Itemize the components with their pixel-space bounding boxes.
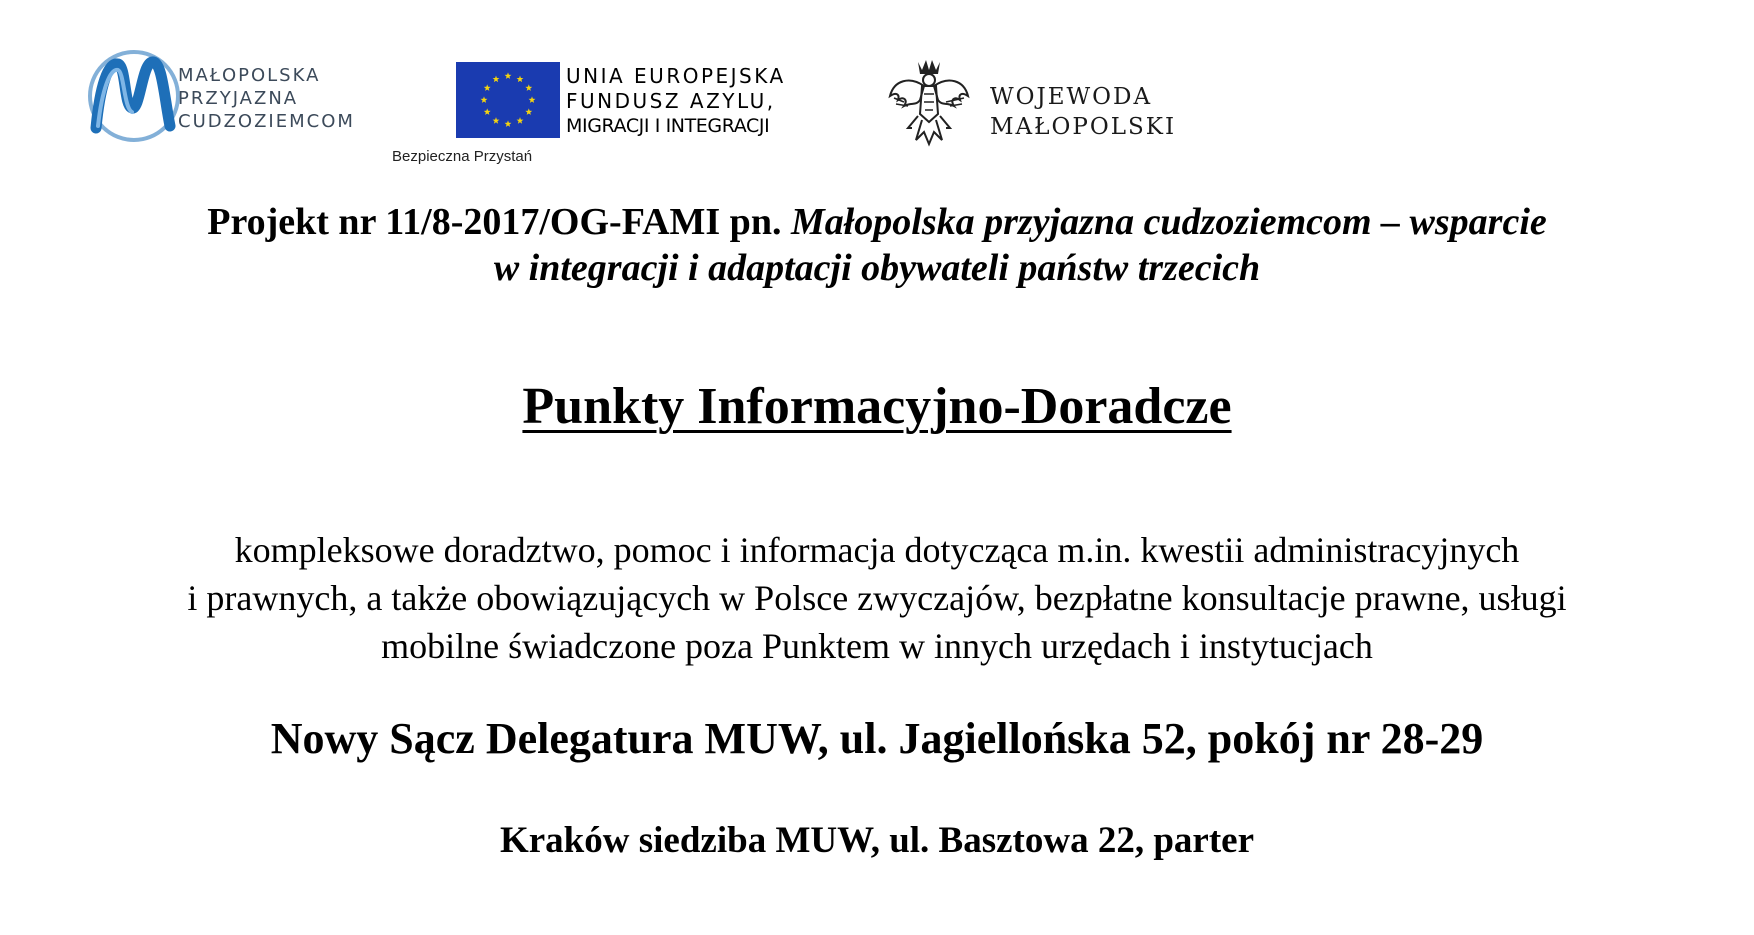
description-line: i prawnych, a także obowiązujących w Polsce zwyczajów, bezpłatne konsultacje prawne, usługi bbox=[187, 578, 1567, 618]
wojewoda-logo-line: WOJEWODA bbox=[990, 84, 1153, 110]
eu-fund-logo-line: UNIA EUROPEJSKA bbox=[566, 64, 786, 88]
eu-fund-logo bbox=[392, 62, 796, 172]
malopolska-logo bbox=[86, 46, 386, 151]
project-name-line2: w integracji i adaptacji obywateli państw trzecich bbox=[493, 247, 1261, 289]
wojewoda-logo-line: MAŁOPOLSKI bbox=[990, 114, 1177, 140]
logo-row bbox=[0, 0, 1754, 180]
project-number: Projekt nr 11/8-2017/OG-FAMI pn. bbox=[207, 201, 791, 243]
description bbox=[0, 526, 1754, 670]
polish-eagle-icon bbox=[886, 56, 972, 150]
eu-fund-logo-line: FUNDUSZ AZYLU, bbox=[566, 89, 776, 113]
page-heading-text: Punkty Informacyjno-Doradcze bbox=[522, 378, 1232, 435]
eu-flag-icon bbox=[456, 62, 560, 138]
description-line: mobilne świadczone poza Punktem w innych urzędach i instytucjach bbox=[381, 626, 1373, 666]
project-name-line1: Małopolska przyjazna cudzoziemcom – wsparcie bbox=[790, 201, 1547, 243]
malopolska-logo-line: PRZYJAZNA bbox=[178, 88, 299, 109]
eu-fund-caption: Bezpieczna Przystań bbox=[392, 148, 533, 165]
malopolska-logo-line: MAŁOPOLSKA bbox=[178, 65, 321, 86]
blue-m-swirl-icon bbox=[86, 46, 182, 146]
wojewoda-logo bbox=[886, 56, 1186, 156]
project-title bbox=[0, 199, 1754, 291]
eu-fund-logo-line: MIGRACJI I INTEGRACJI bbox=[566, 115, 770, 137]
page-heading bbox=[0, 376, 1754, 438]
malopolska-logo-line: CUDZOZIEMCOM bbox=[178, 111, 355, 132]
address-krakow: Kraków siedziba MUW, ul. Basztowa 22, parter bbox=[499, 820, 1255, 861]
description-line: kompleksowe doradztwo, pomoc i informacja dotycząca m.in. kwestii administracyjnych bbox=[234, 530, 1520, 570]
address-nowy-sacz: Nowy Sącz Delegatura MUW, ul. Jagiellońska 52, pokój nr 28-29 bbox=[270, 714, 1484, 763]
